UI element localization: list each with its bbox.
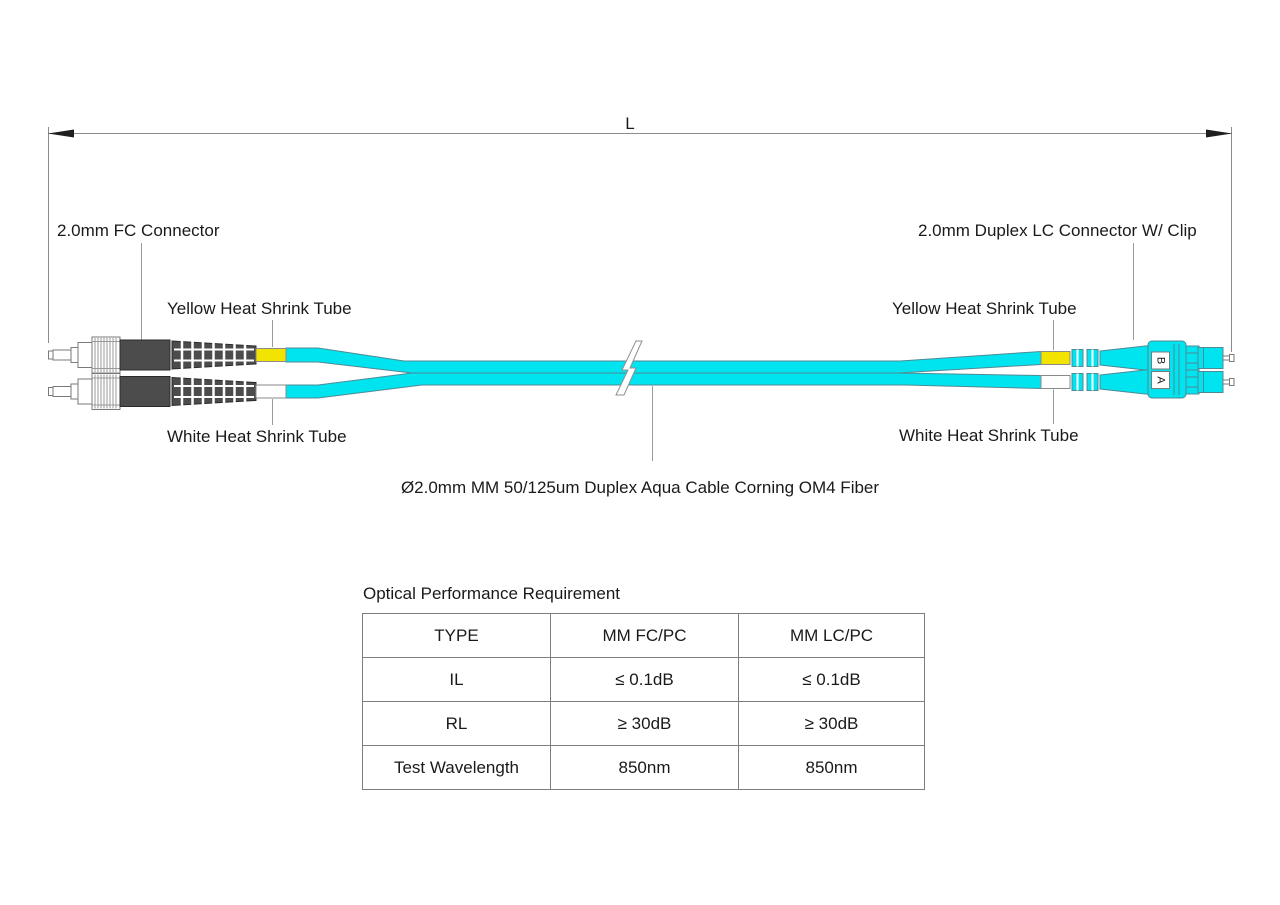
duplex-cable <box>286 341 1070 398</box>
lc-connector-label: 2.0mm Duplex LC Connector W/ Clip <box>918 221 1197 240</box>
dimension-arrow-left-icon <box>48 130 74 138</box>
spec-cell: RL <box>363 702 551 746</box>
cable-spec-label: Ø2.0mm MM 50/125um Duplex Aqua Cable Corning OM4 Fiber <box>400 478 880 497</box>
white-heat-shrink-left <box>256 385 286 398</box>
spec-cell: ≥ 30dB <box>739 702 925 746</box>
spec-cell: 850nm <box>551 746 739 790</box>
yellow-heat-shrink-right <box>1041 352 1070 365</box>
cable-fiber-bottom <box>286 373 1070 398</box>
spec-table <box>362 613 925 790</box>
yellow-heat-shrink-left <box>256 349 286 362</box>
spec-row-wavelength <box>363 746 925 790</box>
fc-connector-top <box>49 337 257 373</box>
cable-fiber-top <box>286 348 1070 373</box>
dimension-label: L <box>625 114 635 133</box>
fc-connector-bottom <box>49 374 257 410</box>
spec-header-row <box>363 614 925 658</box>
spec-row-il <box>363 658 925 702</box>
dimension-arrow-right-icon <box>1206 130 1232 138</box>
spec-cell: ≥ 30dB <box>551 702 739 746</box>
clip-marker-b: B <box>1154 356 1167 365</box>
white-heat-shrink-right-label: White Heat Shrink Tube <box>899 426 1079 445</box>
spec-cell: ≤ 0.1dB <box>739 658 925 702</box>
lc-duplex-clip <box>1148 341 1186 398</box>
spec-row-rl <box>363 702 925 746</box>
yellow-heat-shrink-left-label: Yellow Heat Shrink Tube <box>167 299 352 318</box>
spec-cell: 850nm <box>739 746 925 790</box>
clip-marker-a: A <box>1154 376 1167 384</box>
spec-col-header-lc: MM LC/PC <box>739 614 925 658</box>
white-heat-shrink-right <box>1041 376 1070 389</box>
spec-cell: IL <box>363 658 551 702</box>
spec-col-header-type: TYPE <box>363 614 551 658</box>
optical-performance-section <box>362 584 922 790</box>
spec-table-title: Optical Performance Requirement <box>363 584 621 603</box>
spec-col-header-fc: MM FC/PC <box>551 614 739 658</box>
spec-cell: Test Wavelength <box>363 746 551 790</box>
spec-cell: ≤ 0.1dB <box>551 658 739 702</box>
white-heat-shrink-left-label: White Heat Shrink Tube <box>167 427 347 446</box>
fc-connector-label: 2.0mm FC Connector <box>57 221 220 240</box>
yellow-heat-shrink-right-label: Yellow Heat Shrink Tube <box>892 299 1077 318</box>
